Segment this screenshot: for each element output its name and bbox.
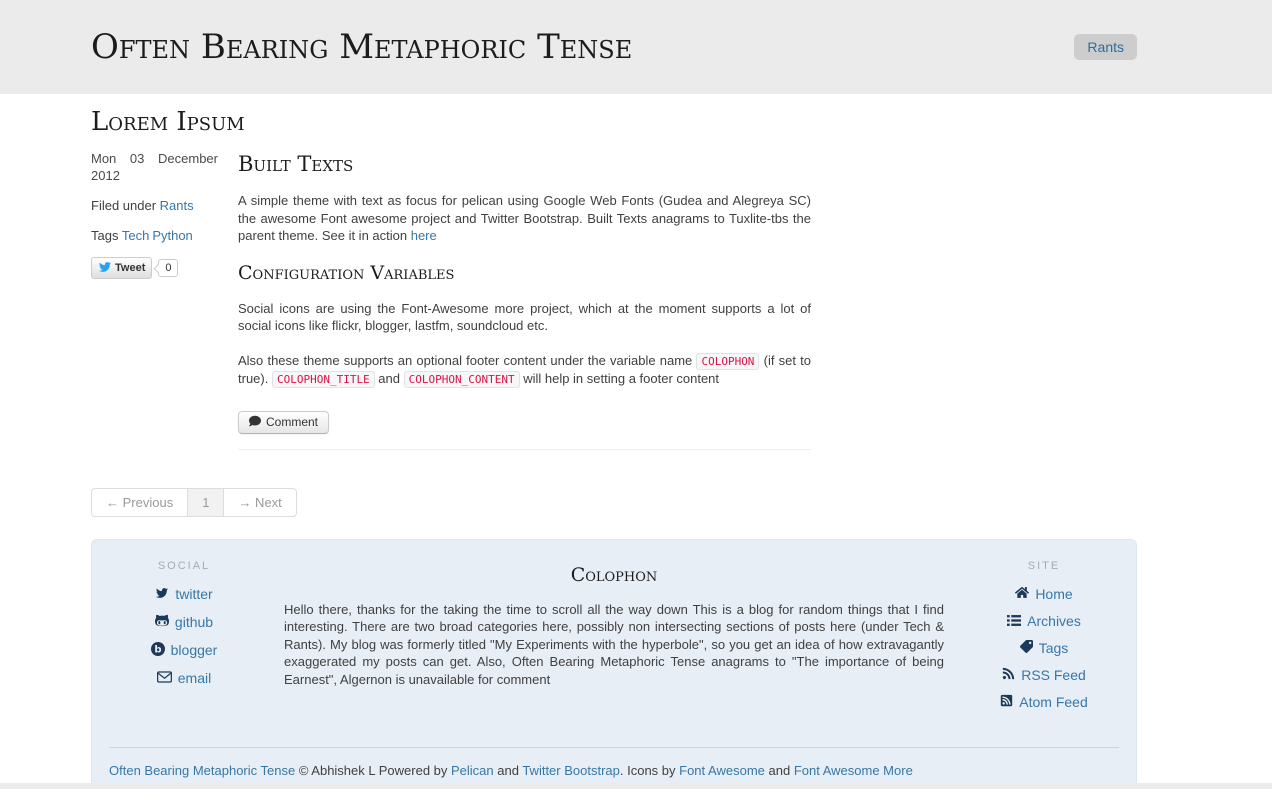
intro-text: A simple theme with text as focus for pelican using Google Web Fonts (Gudea and Alegreya SC) the awesome Font awesome project and Twitter Bootstrap. Built Texts anagrams to Tuxlite-tbs the parent theme. See it in action <box>238 193 811 243</box>
tags-label: Tags <box>91 228 122 243</box>
content-container <box>91 94 1137 783</box>
article-meta-sidebar <box>91 150 218 450</box>
colophon-vars-text-a: Also these theme supports an optional footer content under the variable name <box>238 352 697 368</box>
social-link-blogger[interactable] <box>151 642 218 659</box>
twitter-bootstrap-link[interactable]: Twitter Bootstrap <box>522 762 620 778</box>
filed-under-line <box>91 197 218 214</box>
article-body <box>238 150 811 450</box>
paragraph-social-icons: Social icons are using the Font-Awesome more project, which at the moment supports a lot of social icons like flickr, blogger, lastfm, soundcloud etc. <box>238 300 811 333</box>
social-column-header: SOCIAL <box>157 559 211 572</box>
footer-colophon-column <box>259 560 969 747</box>
paragraph-intro <box>238 192 811 245</box>
site-link-atom-feed[interactable] <box>1000 694 1087 710</box>
tweet-count-badge[interactable]: 0 <box>158 259 178 277</box>
site-link-label: Atom Feed <box>1019 693 1088 710</box>
site-link-tags[interactable] <box>1020 640 1069 656</box>
email-icon <box>157 670 172 686</box>
social-link-label: blogger <box>170 642 218 658</box>
footer-attribution <box>109 763 1119 778</box>
tweet-button-label: Tweet <box>115 262 146 274</box>
site-link-label: Home <box>1035 585 1073 602</box>
footer-well <box>91 539 1137 784</box>
social-link-twitter[interactable] <box>155 586 212 602</box>
site-header <box>0 0 1272 94</box>
footer-text-3: . Icons by <box>619 762 680 778</box>
social-link-email[interactable] <box>157 670 211 686</box>
code-colophon-content: COLOPHON_CONTENT <box>404 371 520 388</box>
rss-icon <box>1002 667 1015 683</box>
footer-columns <box>109 560 1119 747</box>
colophon-heading: Colophon <box>570 563 658 586</box>
comment-bubble-icon <box>249 415 261 430</box>
tag-link-python[interactable]: Python <box>152 228 193 243</box>
site-column-header: SITE <box>1027 559 1061 572</box>
code-colophon-title: COLOPHON_TITLE <box>272 371 375 388</box>
code-colophon: COLOPHON <box>696 353 759 370</box>
pelican-link[interactable]: Pelican <box>451 762 494 778</box>
blogger-icon <box>151 642 165 659</box>
main-content-area <box>0 94 1272 783</box>
tweet-button[interactable] <box>91 257 152 279</box>
footer-text-1: © Abhishek L Powered by <box>295 762 451 778</box>
twitter-bird-icon <box>98 261 112 276</box>
section-heading-configuration: Configuration Variables <box>238 261 455 284</box>
article-row <box>91 150 1137 450</box>
comment-button[interactable] <box>238 411 329 434</box>
colophon-vars-text-d: will help in setting a footer content <box>519 371 720 386</box>
tweet-widget <box>91 257 218 279</box>
pagination-next[interactable]: → Next <box>223 489 295 516</box>
pagination <box>91 488 297 517</box>
comment-button-label: Comment <box>266 415 319 429</box>
section-heading-built-texts: Built Texts <box>238 152 354 176</box>
site-title[interactable]: Often Bearing Metaphoric Tense <box>91 27 633 67</box>
tag-icon <box>1020 640 1033 656</box>
footer-site-column <box>969 560 1119 747</box>
footer-site-link[interactable]: Often Bearing Metaphoric Tense <box>109 762 296 778</box>
tag-link-tech[interactable]: Tech <box>121 228 150 243</box>
nav-rants-button[interactable]: Rants <box>1074 34 1137 60</box>
archives-icon <box>1007 613 1021 629</box>
header-inner <box>91 0 1137 94</box>
footer-text-4: and <box>764 762 794 778</box>
home-icon <box>1015 586 1029 602</box>
site-link-rss-feed[interactable] <box>1002 667 1086 683</box>
font-awesome-more-link[interactable]: Font Awesome More <box>793 762 913 778</box>
colophon-vars-text-b: (if set to true). <box>238 352 811 386</box>
svg-text:b: b <box>154 644 162 656</box>
social-link-label: twitter <box>175 585 213 602</box>
site-link-label: Archives <box>1027 612 1081 629</box>
filed-under-label: Filed under <box>91 198 160 213</box>
site-link-label: Tags <box>1038 639 1069 656</box>
colophon-vars-text-c: and <box>374 371 404 386</box>
site-link-home[interactable] <box>1015 586 1072 602</box>
social-link-github[interactable] <box>155 613 213 631</box>
footer-divider <box>109 747 1119 748</box>
article-title: Lorem Ipsum <box>91 107 245 137</box>
footer-social-column <box>109 560 259 747</box>
font-awesome-link[interactable]: Font Awesome <box>679 762 765 778</box>
article-date: Mon 03 December 2012 <box>91 151 218 183</box>
paragraph-colophon-vars <box>238 352 811 389</box>
pagination-previous[interactable]: ← Previous <box>106 494 174 510</box>
here-link[interactable]: here <box>410 228 437 243</box>
github-icon <box>155 613 169 631</box>
social-link-label: github <box>174 613 214 630</box>
twitter-icon <box>155 586 169 602</box>
pagination-page-1[interactable]: 1 <box>187 489 223 516</box>
atom-feed-icon <box>1000 694 1013 710</box>
social-link-label: email <box>177 669 212 686</box>
footer-text-2: and <box>493 762 523 778</box>
site-link-archives[interactable] <box>1007 613 1081 629</box>
tags-line <box>91 227 218 244</box>
site-link-label: RSS Feed <box>1021 666 1086 683</box>
category-link-rants[interactable]: Rants <box>159 198 194 213</box>
article-divider <box>238 449 811 450</box>
colophon-text: Hello there, thanks for the taking the time to scroll all the way down This is a blog for random things that I find interesting. There are two broad categories here, possibly non intersecting sections of posts here (under Tech & Rants). My blog was formerly titled "My Experiments with the hyperbole", so you get an idea of how extravagantly exaggerated my posts can get. Also, Often Bearing Metaphoric Tense anagrams to "The importance of being Earnest", Algernon is unavailable for comment <box>284 601 944 687</box>
